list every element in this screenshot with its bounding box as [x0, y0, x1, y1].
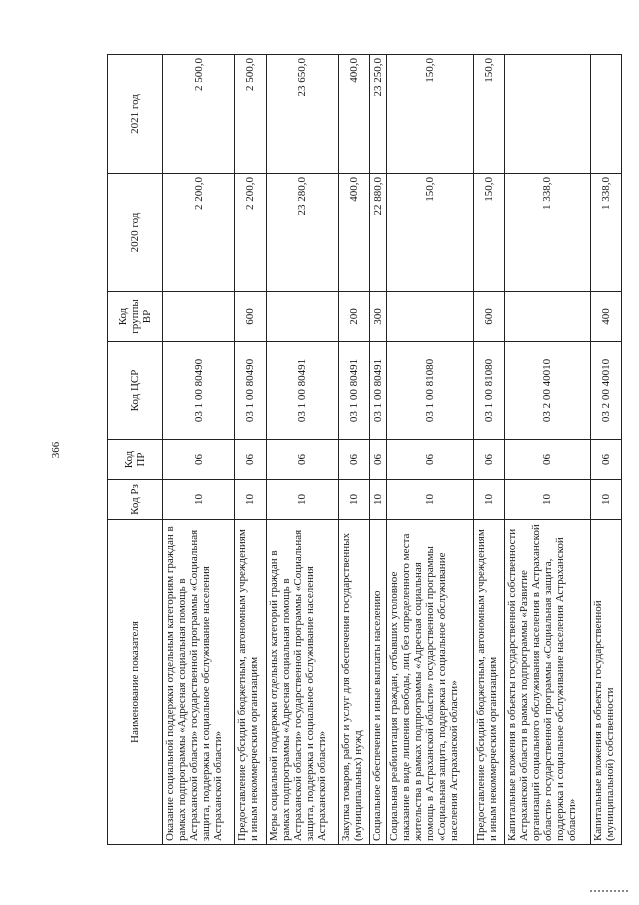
header-2020: 2020 год	[108, 174, 163, 292]
row-vr	[163, 292, 235, 342]
row-pr: 06	[370, 440, 387, 480]
row-csr: 03 1 00 80491	[338, 342, 369, 440]
row-csr: 03 1 00 80491	[370, 342, 387, 440]
row-rz: 10	[590, 480, 621, 520]
row-2021: 400,0	[338, 55, 369, 174]
header-rz: Код Рз	[108, 480, 163, 520]
row-name: Предоставление субсидий бюджетным, автономным учреждениям и иным некоммерческим организациям	[473, 520, 504, 845]
row-rz: 10	[387, 480, 473, 520]
row-csr: 03 1 00 81080	[473, 342, 504, 440]
row-pr: 06	[387, 440, 473, 480]
row-pr: 06	[266, 440, 338, 480]
row-csr: 03 2 00 40010	[504, 342, 590, 440]
row-vr	[504, 292, 590, 342]
row-vr	[266, 292, 338, 342]
table-row	[590, 55, 621, 845]
row-2020: 400,0	[338, 174, 369, 292]
header-vr: Код группы ВР	[108, 292, 163, 342]
header-pr: Код ПР	[108, 440, 163, 480]
header-2021: 2021 год	[108, 55, 163, 174]
row-name: Капитальные вложения в объекты государственной (муниципальной) собственности	[590, 520, 621, 845]
row-vr: 600	[473, 292, 504, 342]
row-vr: 300	[370, 292, 387, 342]
row-name: Закупка товаров, работ и услуг для обеспечения государственных (муниципальных) нужд	[338, 520, 369, 845]
row-vr	[387, 292, 473, 342]
row-name: Социальная реабилитация граждан, отбывших уголовное наказание в виде лишения свободы, лиц без определенного места жительства в рамках подпрограммы «Адресная социальная помощь в Астраханской области» государственной программы «Социальная защита, поддержка и социальное обслуживание населения Астраханской области»	[387, 520, 473, 845]
table-row	[387, 55, 473, 845]
row-csr: 03 1 00 80490	[163, 342, 235, 440]
header-csr: Код ЦСР	[108, 342, 163, 440]
row-2021: 23 650,0	[266, 55, 338, 174]
row-pr: 06	[473, 440, 504, 480]
table-row	[266, 55, 338, 845]
row-name: Меры социальной поддержки отдельных категорий граждан в рамках подпрограммы «Адресная социальная помощь в Астраханской области» государственной программы «Социальная защита, поддержка и социальное обслуживание населения Астраханской области»	[266, 520, 338, 845]
table-row	[473, 55, 504, 845]
row-rz: 10	[163, 480, 235, 520]
table-row	[163, 55, 235, 845]
row-2020: 23 280,0	[266, 174, 338, 292]
row-csr: 03 1 00 81080	[387, 342, 473, 440]
row-rz: 10	[473, 480, 504, 520]
row-2020: 1 338,0	[590, 174, 621, 292]
row-2021	[590, 55, 621, 174]
row-2020: 150,0	[473, 174, 504, 292]
row-2021: 150,0	[473, 55, 504, 174]
table-row	[235, 55, 266, 845]
page-number: 366	[50, 441, 62, 459]
row-2021	[504, 55, 590, 174]
row-2021: 150,0	[387, 55, 473, 174]
row-rz: 10	[266, 480, 338, 520]
table-header-row	[108, 55, 163, 845]
row-csr: 03 1 00 80491	[266, 342, 338, 440]
row-name: Социальное обеспечение и иные выплаты населению	[370, 520, 387, 845]
row-pr: 06	[590, 440, 621, 480]
budget-table	[107, 54, 622, 845]
row-2020: 1 338,0	[504, 174, 590, 292]
row-2021: 2 500,0	[235, 55, 266, 174]
row-rz: 10	[370, 480, 387, 520]
row-2020: 2 200,0	[235, 174, 266, 292]
row-pr: 06	[235, 440, 266, 480]
row-pr: 06	[504, 440, 590, 480]
row-2021: 23 250,0	[370, 55, 387, 174]
row-vr: 200	[338, 292, 369, 342]
row-rz: 10	[504, 480, 590, 520]
row-name: Капитальные вложения в объекты государственной собственности Астраханской области в рамках подпрограммы «Развитие организаций социального обслуживания населения в Астраханской области» государственной программы «Социальная защита, поддержка и социальное обслуживание населения Астраханской области»	[504, 520, 590, 845]
row-csr: 03 1 00 80490	[235, 342, 266, 440]
row-2020: 2 200,0	[163, 174, 235, 292]
row-csr: 03 2 00 40010	[590, 342, 621, 440]
row-pr: 06	[163, 440, 235, 480]
row-name: Предоставление субсидий бюджетным, автономным учреждениям и иным некоммерческим организациям	[235, 520, 266, 845]
row-name: Оказание социальной поддержки отдельным категориям граждан в рамках подпрограммы «Адресная социальная помощь в Астраханской области» государственной программы «Социальная защита, поддержка и социальное обслуживание населения Астраханской области»	[163, 520, 235, 845]
row-2021: 2 500,0	[163, 55, 235, 174]
scan-mark	[590, 890, 628, 892]
header-name: Наименование показателя	[108, 520, 163, 845]
table-row	[370, 55, 387, 845]
row-vr: 400	[590, 292, 621, 342]
row-pr: 06	[338, 440, 369, 480]
row-2020: 150,0	[387, 174, 473, 292]
row-rz: 10	[338, 480, 369, 520]
row-rz: 10	[235, 480, 266, 520]
row-vr: 600	[235, 292, 266, 342]
table-row	[504, 55, 590, 845]
budget-table-container	[107, 55, 622, 845]
table-row	[338, 55, 369, 845]
row-2020: 22 880,0	[370, 174, 387, 292]
